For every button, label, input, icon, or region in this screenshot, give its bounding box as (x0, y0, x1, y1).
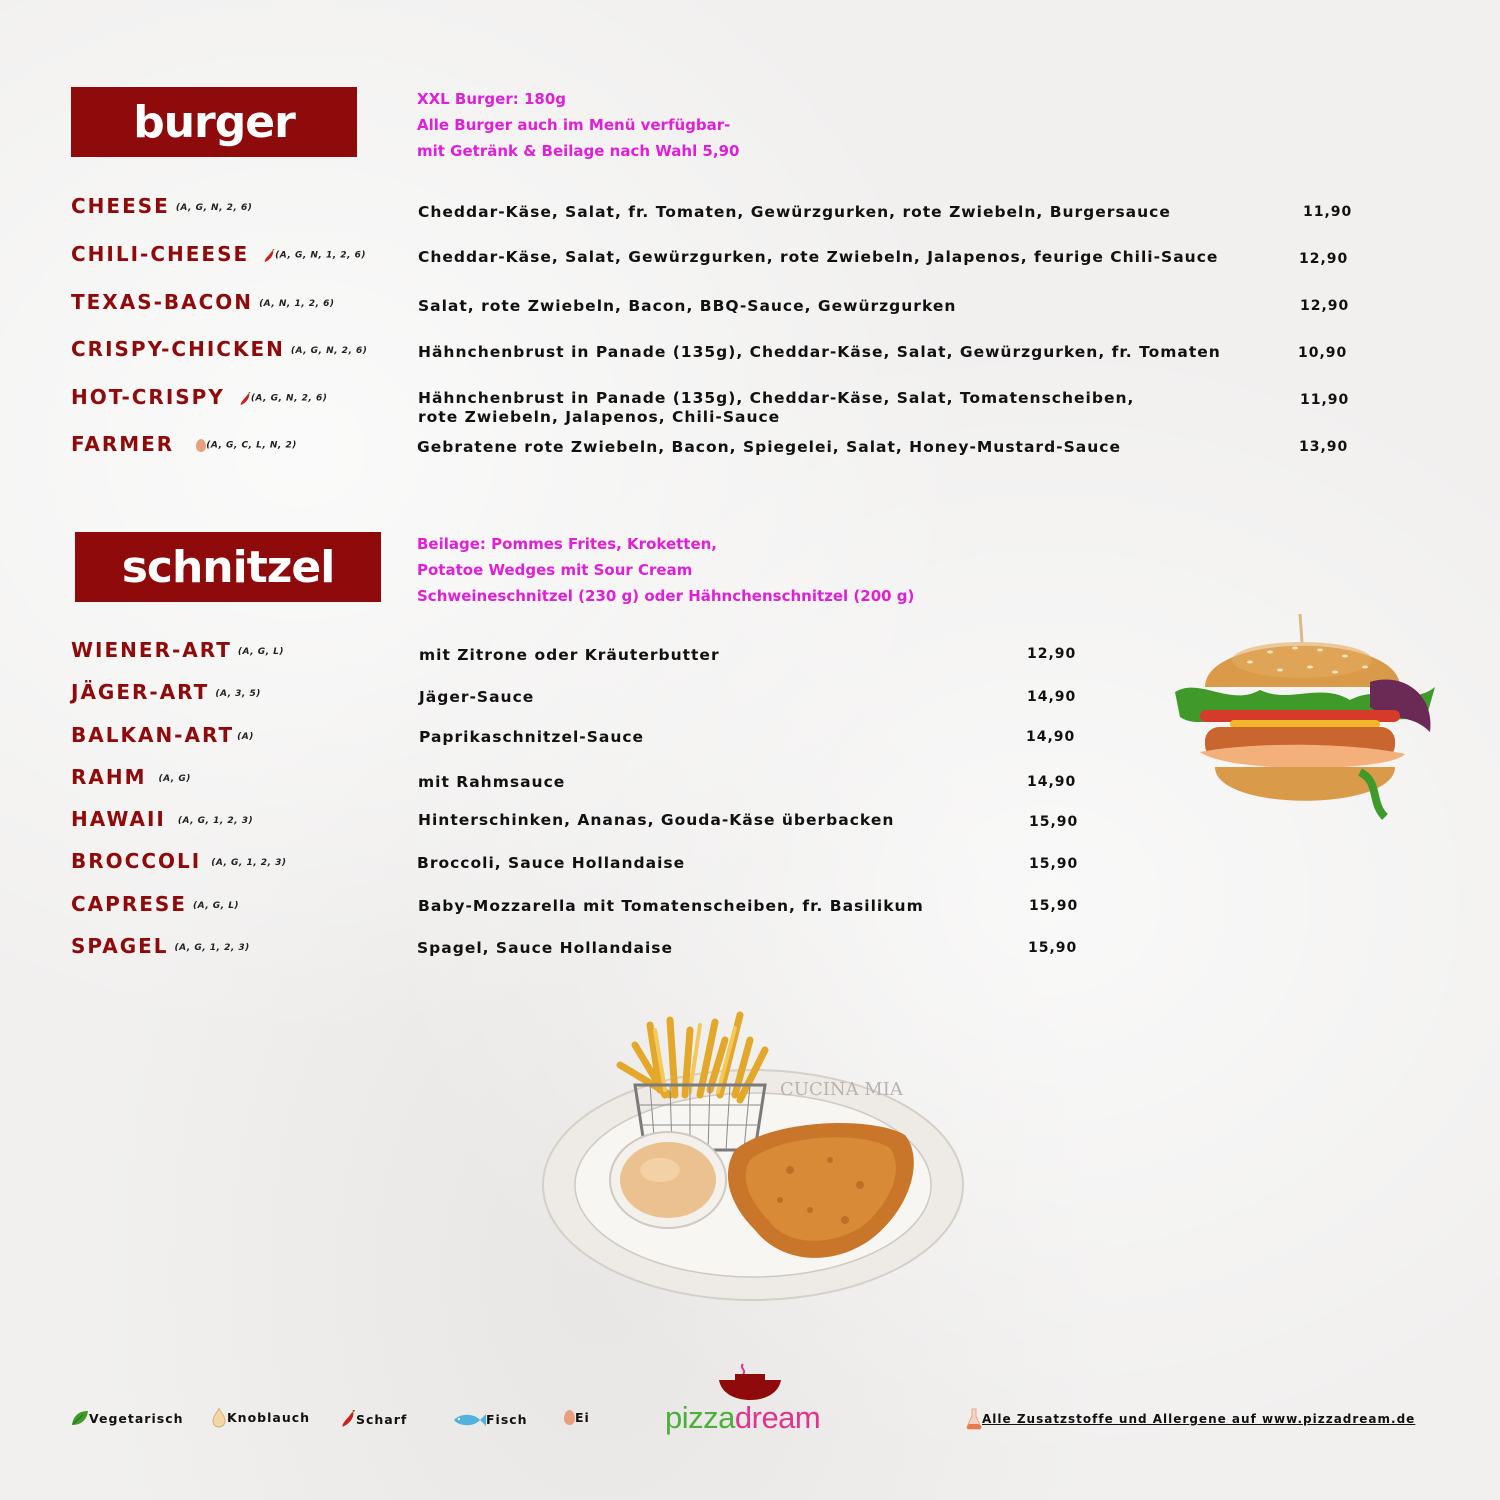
burger-item-cheese-desc: Cheddar-Käse, Salat, fr. Tomaten, Gewürzgurken, rote Zwiebeln, Burgersauce (418, 203, 1171, 221)
schnitzel-item-wiener-desc: mit Zitrone oder Kräuterbutter (419, 646, 720, 664)
burger-item-chili-cheese-desc: Cheddar-Käse, Salat, Gewürzgurken, rote Zwiebeln, Jalapenos, feurige Chili-Sauce (418, 248, 1219, 266)
burger-item-texas-bacon-name: TEXAS-BACON (A, N, 1, 2, 6) (71, 290, 335, 314)
logo-text-pizza: pizza (665, 1400, 735, 1435)
chili-icon (263, 249, 275, 263)
chili-icon (340, 1410, 356, 1428)
burger-item-crispy-chicken-name: CRISPY-CHICKEN (A, G, N, 2, 6) (71, 337, 368, 361)
burger-item-farmer-desc: Gebratene rote Zwiebeln, Bacon, Spiegelei, Salat, Honey-Mustard-Sauce (417, 438, 1121, 456)
flask-icon (966, 1408, 982, 1430)
schnitzel-item-balkan-price: 14,90 (1026, 729, 1076, 745)
schnitzel-item-caprese-price: 15,90 (1029, 898, 1079, 914)
schnitzel-item-jaeger-name: JÄGER-ART (A, 3, 5) (71, 680, 261, 704)
schnitzel-item-broccoli-desc: Broccoli, Sauce Hollandaise (417, 854, 686, 872)
legend-knoblauch: Knoblauch (211, 1406, 310, 1428)
schnitzel-item-caprese-desc: Baby-Mozzarella mit Tomatenscheiben, fr. Basilikum (418, 897, 924, 915)
burger-item-texas-bacon-price: 12,90 (1300, 298, 1350, 314)
burger-item-chili-cheese-name: CHILI-CHEESE (A, G, N, 1, 2, 6) (71, 242, 366, 266)
egg-icon (564, 1410, 575, 1425)
plate-brand-text: CUCINA MIA (780, 1079, 903, 1100)
burger-note-3: mit Getränk & Beilage nach Wahl 5,90 (417, 142, 740, 160)
schnitzel-heading: schnitzel (75, 532, 381, 602)
burger-item-farmer-price: 13,90 (1299, 439, 1349, 455)
schnitzel-item-wiener-name: WIENER-ART (A, G, L) (71, 638, 284, 662)
legend-vegetarisch: Vegetarisch (71, 1410, 184, 1426)
bowl-icon (715, 1362, 785, 1402)
schnitzel-item-spagel-name: SPAGEL (A, G, 1, 2, 3) (71, 934, 250, 958)
burger-item-farmer-name: FARMER (A, G, C, L, N, 2) (71, 432, 297, 456)
schnitzel-item-rahm-price: 14,90 (1027, 774, 1077, 790)
schnitzel-item-broccoli-name: BROCCOLI (A, G, 1, 2, 3) (71, 849, 287, 873)
schnitzel-item-jaeger-desc: Jäger-Sauce (419, 688, 535, 706)
chili-icon (239, 392, 251, 406)
burger-heading: burger (71, 87, 357, 157)
legend-fisch: Fisch (450, 1412, 528, 1427)
burger-item-hot-crispy-desc (418, 389, 1134, 427)
burger-item-hot-crispy-price: 11,90 (1300, 392, 1350, 408)
burger-notes (417, 86, 739, 164)
schnitzel-item-jaeger-price: 14,90 (1027, 689, 1077, 705)
schnitzel-item-balkan-name: BALKAN-ART (A) (71, 723, 254, 747)
burger-item-chili-cheese-price: 12,90 (1299, 251, 1349, 267)
schnitzel-item-wiener-price: 12,90 (1027, 646, 1077, 662)
burger-item-cheese-price: 11,90 (1303, 204, 1353, 220)
schnitzel-notes (417, 531, 914, 609)
legend-ei: Ei (564, 1410, 590, 1425)
burger-item-crispy-chicken-desc: Hähnchenbrust in Panade (135g), Cheddar-Käse, Salat, Gewürzgurken, fr. Tomaten (418, 343, 1221, 361)
burger-photo (1170, 612, 1440, 822)
schnitzel-item-spagel-price: 15,90 (1028, 940, 1078, 956)
egg-icon (196, 439, 206, 452)
garlic-icon (211, 1406, 227, 1428)
leaf-icon (71, 1410, 89, 1426)
schnitzel-item-rahm-desc: mit Rahmsauce (418, 773, 566, 791)
schnitzel-item-broccoli-price: 15,90 (1029, 856, 1079, 872)
schnitzel-item-balkan-desc: Paprikaschnitzel-Sauce (419, 728, 645, 746)
burger-note-2: Alle Burger auch im Menü verfügbar- (417, 116, 731, 134)
logo-text-dream: dream (734, 1400, 821, 1435)
schnitzel-item-rahm-name: RAHM (A, G) (71, 765, 191, 789)
burger-item-crispy-chicken-price: 10,90 (1298, 345, 1348, 361)
burger-note-1: XXL Burger: 180g (417, 90, 566, 108)
pizzadream-logo (665, 1362, 835, 1442)
schnitzel-item-caprese-name: CAPRESE (A, G, L) (71, 892, 240, 916)
schnitzel-item-hawaii-price: 15,90 (1029, 814, 1079, 830)
burger-item-cheese-name: CHEESE (A, G, N, 2, 6) (71, 194, 253, 218)
schnitzel-item-hawaii-desc: Hinterschinken, Ananas, Gouda-Käse überbacken (418, 811, 895, 829)
schnitzel-plate-photo (540, 1000, 970, 1305)
burger-item-texas-bacon-desc: Salat, rote Zwiebeln, Bacon, BBQ-Sauce, Gewürzgurken (418, 297, 957, 315)
schnitzel-note-2: Potatoe Wedges mit Sour Cream (417, 561, 693, 579)
additives-link-container[interactable] (966, 1408, 1415, 1430)
schnitzel-item-spagel-desc: Spagel, Sauce Hollandaise (417, 939, 674, 957)
schnitzel-item-hawaii-name: HAWAII (A, G, 1, 2, 3) (71, 807, 254, 831)
fish-icon (450, 1413, 486, 1427)
hot-crispy-desc-line-2: rote Zwiebeln, Jalapenos, Chili-Sauce (418, 408, 781, 426)
additives-link[interactable]: Alle Zusatzstoffe und Allergene auf www.pizzadream.de (982, 1412, 1416, 1426)
legend-scharf: Scharf (340, 1410, 407, 1428)
burger-item-hot-crispy-name: HOT-CRISPY (A, G, N, 2, 6) (71, 385, 328, 409)
schnitzel-note-3: Schweineschnitzel (230 g) oder Hähnchenschnitzel (200 g) (417, 587, 915, 605)
hot-crispy-desc-line-1: Hähnchenbrust in Panade (135g), Cheddar-Käse, Salat, Tomatenscheiben, (418, 389, 1135, 407)
schnitzel-note-1: Beilage: Pommes Frites, Kroketten, (417, 535, 718, 553)
